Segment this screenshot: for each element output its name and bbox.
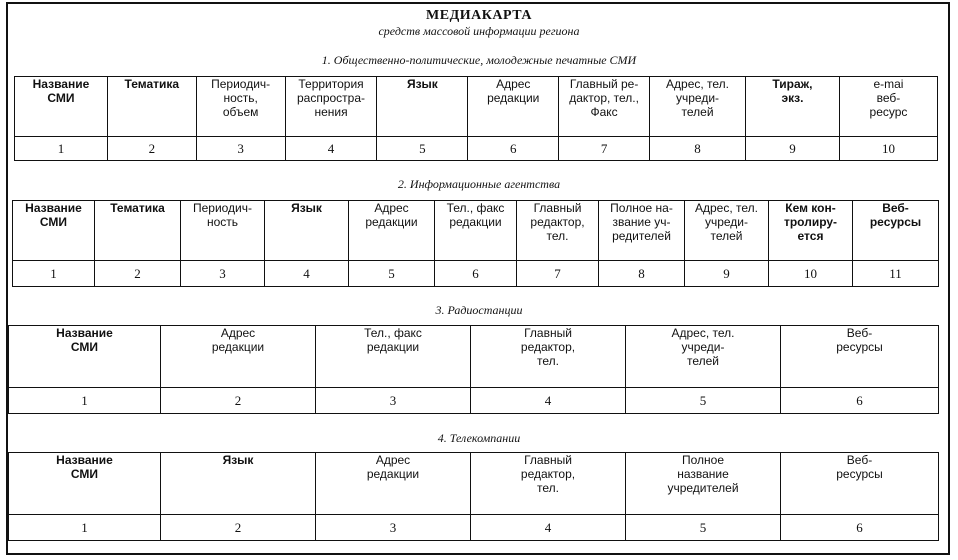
- number-cell: 1: [15, 137, 108, 161]
- number-cell: 10: [769, 261, 853, 287]
- header-cell: Тел., факс редакции: [435, 201, 517, 261]
- number-cell: 2: [161, 515, 316, 541]
- table-header-row: [15, 77, 938, 137]
- number-cell: 3: [196, 137, 285, 161]
- document-subtitle: средств массовой информации региона: [378, 24, 580, 38]
- header-cell: Главный редактор, тел.: [471, 453, 626, 515]
- number-cell: 11: [853, 261, 939, 287]
- table-tv: [8, 452, 939, 541]
- table-header-row: [9, 326, 939, 388]
- section-title-news-agencies: 2. Информационные агентства: [397, 177, 561, 191]
- number-cell: 5: [377, 137, 468, 161]
- number-cell: 6: [468, 137, 559, 161]
- section-title-tv: 4. Телекомпании: [437, 431, 521, 445]
- header-cell: Тираж, экз.: [746, 77, 840, 137]
- table-header-row: [13, 201, 939, 261]
- number-cell: 1: [9, 515, 161, 541]
- header-cell: Тематика: [95, 201, 181, 261]
- number-cell: 10: [839, 137, 937, 161]
- header-cell: Территория распростра- нения: [285, 77, 377, 137]
- header-cell: Периодич- ность: [181, 201, 265, 261]
- header-cell: Полное название учредителей: [626, 453, 781, 515]
- table-number-row: [13, 261, 939, 287]
- document-title: МЕДИАКАРТА: [426, 8, 532, 23]
- number-cell: 4: [265, 261, 349, 287]
- number-cell: 4: [285, 137, 377, 161]
- number-cell: 5: [626, 388, 781, 414]
- header-cell: Веб- ресурсы: [853, 201, 939, 261]
- header-cell: Название СМИ: [9, 326, 161, 388]
- number-cell: 8: [599, 261, 685, 287]
- table-header-row: [9, 453, 939, 515]
- number-cell: 2: [107, 137, 196, 161]
- number-cell: 5: [349, 261, 435, 287]
- header-cell: Тематика: [107, 77, 196, 137]
- number-cell: 1: [9, 388, 161, 414]
- header-cell: Адрес, тел. учреди- телей: [685, 201, 769, 261]
- number-cell: 4: [471, 388, 626, 414]
- header-cell: Язык: [161, 453, 316, 515]
- header-cell: Полное на- звание уч- редителей: [599, 201, 685, 261]
- header-cell: Адрес, тел. учреди- телей: [650, 77, 746, 137]
- section-title-radio: 3. Радиостанции: [435, 303, 523, 317]
- header-cell: Язык: [377, 77, 468, 137]
- header-cell: Главный редактор, тел.: [471, 326, 626, 388]
- number-cell: 7: [517, 261, 599, 287]
- number-cell: 1: [13, 261, 95, 287]
- number-cell: 9: [685, 261, 769, 287]
- header-cell: Адрес, тел. учреди- телей: [626, 326, 781, 388]
- number-cell: 4: [471, 515, 626, 541]
- number-cell: 8: [650, 137, 746, 161]
- header-cell: Язык: [265, 201, 349, 261]
- table-news-agencies: [12, 200, 939, 287]
- header-cell: Адрес редакции: [161, 326, 316, 388]
- section-title-print-media: 1. Общественно-политические, молодежные печатные СМИ: [321, 53, 637, 67]
- number-cell: 9: [746, 137, 840, 161]
- header-cell: Название СМИ: [15, 77, 108, 137]
- header-cell: Адрес редакции: [468, 77, 559, 137]
- number-cell: 6: [781, 515, 939, 541]
- header-cell: Тел., факс редакции: [316, 326, 471, 388]
- number-cell: 6: [435, 261, 517, 287]
- header-cell: Название СМИ: [9, 453, 161, 515]
- header-cell: Главный редактор, тел.: [517, 201, 599, 261]
- number-cell: 7: [559, 137, 650, 161]
- header-cell: Адрес редакции: [349, 201, 435, 261]
- header-cell: Главный ре- дактор, тел., Факс: [559, 77, 650, 137]
- table-number-row: [9, 388, 939, 414]
- header-cell: Адрес редакции: [316, 453, 471, 515]
- header-cell: Веб- ресурсы: [781, 453, 939, 515]
- header-cell: Веб- ресурсы: [781, 326, 939, 388]
- table-radio: [8, 325, 939, 414]
- header-cell: Название СМИ: [13, 201, 95, 261]
- number-cell: 2: [161, 388, 316, 414]
- table-number-row: [9, 515, 939, 541]
- number-cell: 3: [316, 388, 471, 414]
- header-cell: Периодич- ность, объем: [196, 77, 285, 137]
- table-number-row: [15, 137, 938, 161]
- number-cell: 6: [781, 388, 939, 414]
- number-cell: 2: [95, 261, 181, 287]
- table-print-media: [14, 76, 938, 161]
- header-cell: e-mai веб- ресурс: [839, 77, 937, 137]
- header-cell: Кем кон- тролиру- ется: [769, 201, 853, 261]
- number-cell: 5: [626, 515, 781, 541]
- number-cell: 3: [181, 261, 265, 287]
- number-cell: 3: [316, 515, 471, 541]
